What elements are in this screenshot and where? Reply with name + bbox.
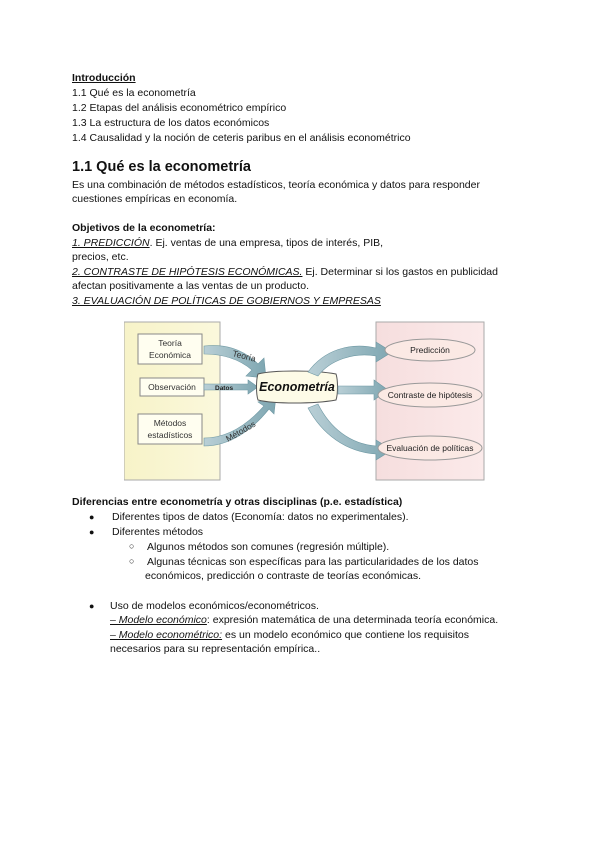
diferencias-title: Diferencias entre econometría y otras disciplinas (p.e. estadística) — [72, 496, 403, 508]
objetivo-1-text: . Ej. ventas de una empresa, tipos de interés, PIB, — [149, 237, 384, 249]
toc-title: Introducción — [72, 72, 136, 84]
toc-item-3: 1.3 La estructura de los datos económicos — [72, 117, 270, 129]
output-contraste: Contraste de hipótesis — [387, 390, 473, 400]
output-prediccion: Predicción — [410, 345, 450, 355]
bullet-icon: ● — [89, 601, 95, 611]
diferencia-1: Diferentes tipos de datos (Economía: datos no experimentales). — [112, 511, 409, 523]
econometria-diagram — [124, 320, 486, 482]
diferencia-2: Diferentes métodos — [112, 526, 204, 538]
objetivo-2-label: 2. CONTRASTE DE HIPÓTESIS ECONÓMICAS. — [72, 266, 303, 278]
bullet-icon: ● — [89, 512, 95, 522]
arrow-datos-label: Datos — [215, 385, 234, 392]
objetivo-1-cont: precios, etc. — [72, 251, 129, 263]
bullet-icon: ● — [89, 527, 95, 537]
diferencia-2-sub-2-line1: Algunas técnicas son específicas para las particularidades de los datos — [147, 556, 479, 568]
modelo-econometrico-label: – Modelo econométrico: — [110, 629, 223, 641]
arrow-metodos-label: Métodos — [224, 418, 258, 444]
modelo-economico-label: – Modelo económico — [110, 614, 207, 626]
objetivo-2-text: Ej. Determinar si los gastos en publicidad — [302, 266, 498, 278]
toc-item-1: 1.1 Qué es la econometría — [72, 87, 196, 99]
objetivo-2-cont: afectan positivamente a las ventas de un producto. — [72, 280, 309, 292]
input-teoria-line1: Teoría — [158, 338, 182, 348]
modelo-econometrico-cont: necesarios para su representación empírica.. — [110, 643, 321, 655]
arrow-teoria-label: Teoría — [231, 348, 257, 364]
input-metodos-line1: Métodos — [153, 418, 187, 428]
objetivo-3: 3. EVALUACIÓN DE POLÍTICAS DE GOBIERNOS Y EMPRESAS — [72, 295, 381, 307]
sub-bullet-icon: ○ — [129, 556, 135, 566]
modelo-economico — [110, 613, 498, 627]
modelo-econometrico-text: es un modelo económico que contiene los requisitos — [222, 629, 469, 641]
input-metodos-line2: estadísticos — [147, 430, 193, 440]
toc-item-4: 1.4 Causalidad y la noción de ceteris paribus en el análisis econométrico — [72, 132, 411, 144]
sub-bullet-icon: ○ — [129, 541, 135, 551]
section-intro-line1: Es una combinación de métodos estadísticos, teoría económica y datos para responder — [72, 179, 480, 191]
objetivo-2 — [72, 265, 498, 279]
objetivos-title: Objetivos de la econometría: — [72, 222, 216, 234]
diferencia-2-sub-2-line2: económicos, predicción o contraste de teorías económicas. — [145, 570, 422, 582]
diferencia-2-sub-1: Algunos métodos son comunes (regresión múltiple). — [147, 541, 390, 553]
input-teoria-line2: Económica — [148, 350, 192, 360]
toc-item-2: 1.2 Etapas del análisis econométrico empírico — [72, 102, 287, 114]
objetivo-1 — [72, 236, 383, 250]
input-observacion: Observación — [148, 382, 196, 392]
modelo-economico-text: : expresión matemática de una determinada teoría económica. — [206, 614, 499, 626]
section-heading: 1.1 Qué es la econometría — [72, 159, 251, 175]
econometria-center-label: Econometría — [259, 380, 335, 394]
section-intro-line2: cuestiones empíricas en economía. — [72, 193, 238, 205]
output-evaluacion: Evaluación de políticas — [386, 443, 474, 453]
modelo-econometrico — [110, 628, 469, 642]
objetivo-1-label: 1. PREDICCIÓN — [72, 237, 150, 249]
diferencia-3: Uso de modelos económicos/econométricos. — [110, 600, 319, 612]
